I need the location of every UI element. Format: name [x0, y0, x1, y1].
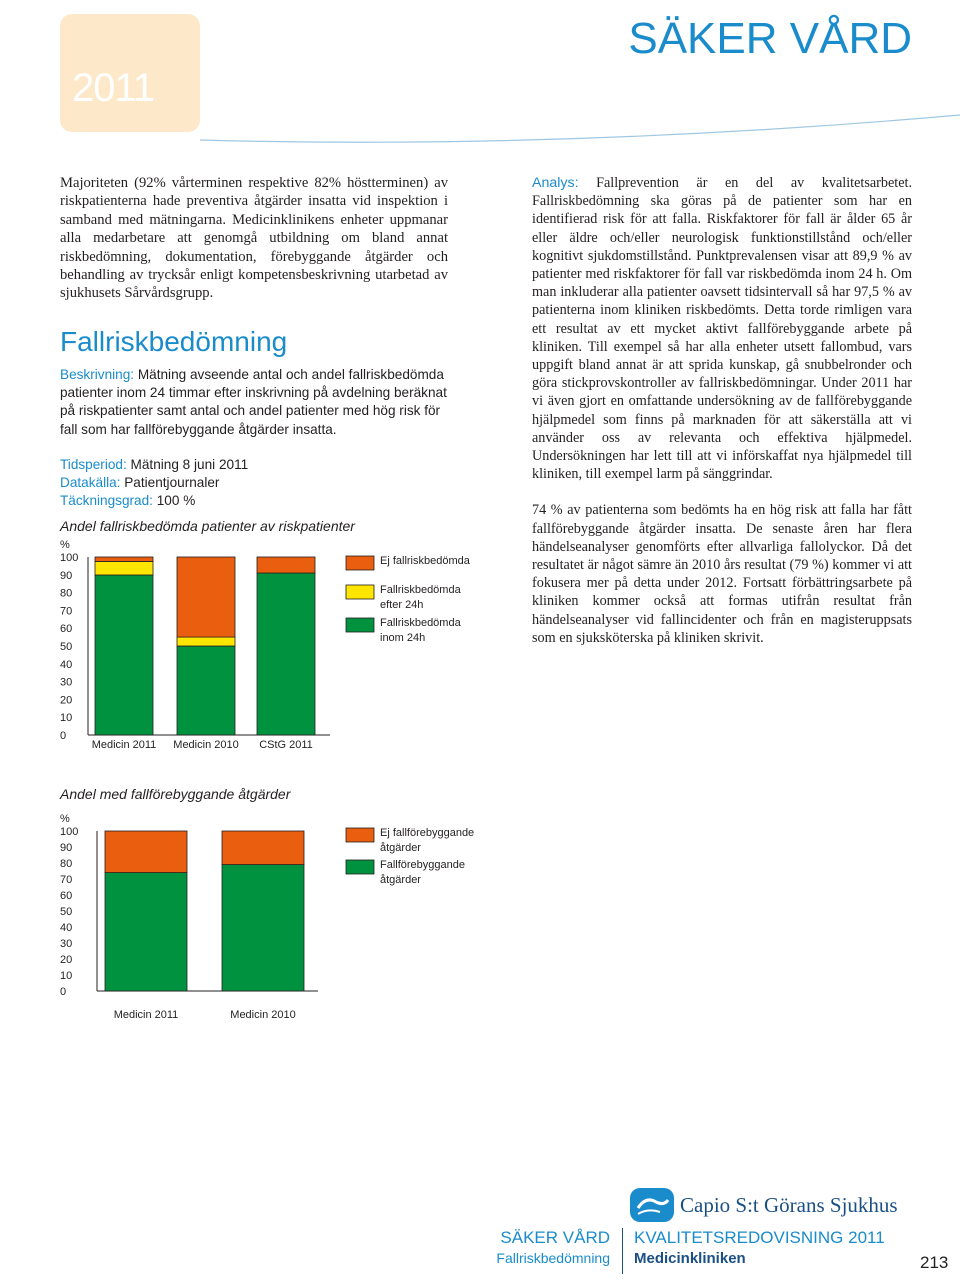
bar-segment	[105, 873, 187, 991]
bar-segment	[222, 831, 304, 865]
y-tick-label: 90	[60, 569, 73, 582]
y-tick-label: 0	[60, 986, 67, 998]
y-tick-label: 50	[60, 641, 73, 653]
bar-segment	[95, 561, 153, 575]
y-tick-label: 50	[60, 906, 73, 918]
y-tick-label: 80	[60, 858, 73, 870]
description-text: Mätning avseende antal och andel fallriskbedömda patienter inom 24 timmar efter inskrivning på avdelning beräknat på riskpatienter samt antal och andel patienter med hög risk för fall som har fallförebyggande åtgärder insatta.	[60, 367, 447, 437]
analysis-column	[532, 174, 912, 665]
legend-label: åtgärder	[380, 842, 421, 854]
legend-label: Fallriskbedömda	[380, 584, 461, 596]
footer-right-title: KVALITETSREDOVISNING 2011	[634, 1228, 885, 1247]
legend-label: inom 24h	[380, 632, 426, 644]
legend-label: Ej fallriskbedömda	[380, 555, 470, 567]
bar-segment	[105, 831, 187, 873]
period-label: Tidsperiod:	[60, 457, 127, 472]
section-title: Fallriskbedömning	[60, 326, 288, 357]
y-tick-label: 60	[60, 890, 73, 902]
page-number: 213	[920, 1253, 949, 1272]
y-tick-label: 10	[60, 970, 73, 982]
legend-swatch	[346, 828, 374, 842]
bar-segment	[177, 637, 235, 646]
bar-segment	[222, 865, 304, 991]
y-axis-unit: %	[60, 813, 70, 825]
year-text: 2011	[72, 66, 155, 110]
y-tick-label: 70	[60, 605, 73, 618]
y-tick-label: 20	[60, 694, 73, 707]
footer-left-subtitle: Fallriskbedömning	[496, 1250, 610, 1266]
category-label: CStG 2011	[259, 739, 313, 751]
y-tick-label: 40	[60, 658, 73, 671]
footer-left	[470, 1228, 610, 1266]
year-badge	[60, 14, 200, 132]
y-axis-unit: %	[60, 539, 70, 551]
category-label: Medicin 2010	[230, 1009, 296, 1021]
bar-segment	[257, 557, 315, 573]
legend-label: Fallförebyggande	[380, 859, 466, 871]
intro-paragraph: Majoriteten (92% vårterminen respektive 82% höstterminen) av riskpatienterna hade preventiva åtgärder insatta vid inspektion i samband med mätningarna. Medicinklinikens enheter uppmanar alla medarbetare att genomgå utbildning om bland annat riskbedömning, dokumentation, förebyggande åtgärder och behandling av trycksår enligt kompetensbeskrivning utarbetad av sjukhusets Sårvårdsgrupp.	[60, 175, 448, 302]
legend-label: Fallriskbedömda	[380, 617, 461, 629]
chart1-title: Andel fallriskbedömda patienter av riskpatienter	[60, 518, 355, 534]
bar-segment	[257, 573, 315, 735]
source-label: Datakälla:	[60, 475, 121, 490]
y-tick-label: 100	[60, 552, 79, 564]
analysis-paragraph-2: 74 % av patienterna som bedömts ha en hög risk att falla har fått fallförebyggande åtgärder insatta. De senaste åren har flera händelseanalyser genomförts efter allvarliga fallolyckor. Då det resultatet är något sämre än 2010 års resultat (79 %) kommer vi att fokusera mer på detta under 2012. Fortsatt förbättringsarbete på kliniken kommer också att formas utifrån resultat från händelseanalyser vid fallincidenter och från en magisteruppsats som en sjuksköterska på kliniken skrivit.	[532, 502, 912, 646]
y-tick-label: 40	[60, 922, 73, 934]
y-tick-label: 0	[60, 730, 67, 742]
legend-swatch	[346, 556, 374, 570]
coverage-value: 100 %	[156, 493, 196, 508]
legend-label: åtgärder	[380, 874, 421, 886]
legend-swatch	[346, 860, 374, 874]
y-tick-label: 90	[60, 842, 73, 854]
chart-preventive-measures	[0, 800, 520, 1030]
analysis-label: Analys:	[532, 175, 579, 191]
legend-label: Ej fallförebyggande	[380, 827, 475, 839]
header-title: SÄKER VÅRD	[628, 14, 912, 63]
y-tick-label: 10	[60, 712, 73, 725]
y-tick-label: 70	[60, 874, 73, 886]
chart-risk-assessed	[0, 530, 520, 760]
category-label: Medicin 2010	[173, 739, 239, 751]
chart2-title: Andel med fallförebyggande åtgärder	[60, 786, 291, 802]
footer-left-title: SÄKER VÅRD	[500, 1228, 610, 1247]
category-label: Medicin 2011	[91, 739, 157, 751]
legend-swatch	[346, 585, 374, 599]
logo-text: Capio S:t Görans Sjukhus	[680, 1193, 898, 1217]
legend-swatch	[346, 618, 374, 632]
y-tick-label: 30	[60, 938, 73, 950]
bar-segment	[177, 646, 235, 735]
y-tick-label: 60	[60, 623, 73, 636]
capio-logo-icon	[630, 1188, 674, 1222]
period-line	[60, 456, 248, 474]
category-label: Medicin 2011	[113, 1009, 179, 1021]
coverage-label: Täckningsgrad:	[60, 493, 153, 508]
bar-segment	[177, 557, 235, 637]
source-line	[60, 474, 219, 492]
footer-divider	[622, 1228, 623, 1274]
coverage-line	[60, 492, 195, 510]
y-tick-label: 20	[60, 954, 73, 966]
analysis-text-1: Fallprevention är en del av kvalitetsarbetet. Fallriskbedömning ska göras på de patienter som har en identifierad risk för att falla. Riskfaktorer för fall är ålder 65 år eller äldre och/eller neurologisk funktionstillstånd och/eller kognitivt sjukdomstillstånd. Punktprevalensen visar att 89,9 % av patienter med riskfaktorer för fall var riskbedömda inom 24 h. Om man inkluderar alla patienter oavsett tidsintervall så har 97,5 % av patienterna inom kliniken riskbedömts. Detta torde rimligen vara ett resultat av ett mycket aktivt fallförebyggande arbete på kliniken. Till exempel så har alla enheter utsett fallombud, vars uppgift bland annat är att sprida kunskap, gå snubbelronder och göra stickprovskontroller av fallriskbedömningar. Under 2011 har vi även gjort en omfattande undersökning av de fallförebyggande hjälpmedel som finns på marknaden för att säkerställa att vi använder oss av relevanta och effektiva hjälpmedel. Undersökningen har lett till att vi införskaffat nya hjälpmedel till kliniken, till exempel larm på sänggrindar.	[532, 175, 912, 483]
legend-label: efter 24h	[380, 599, 424, 611]
period-value: Mätning 8 juni 2011	[130, 457, 249, 472]
footer-right	[634, 1228, 885, 1267]
footer-right-subtitle: Medicinkliniken	[634, 1250, 746, 1267]
description-label: Beskrivning:	[60, 367, 135, 382]
bar-segment	[95, 575, 153, 735]
y-tick-label: 100	[60, 826, 79, 838]
y-tick-label: 30	[60, 676, 73, 689]
source-value: Patientjournaler	[124, 475, 220, 490]
bar-segment	[95, 557, 153, 561]
analysis-paragraph-1	[532, 174, 912, 483]
y-tick-label: 80	[60, 587, 73, 600]
description	[60, 366, 450, 439]
